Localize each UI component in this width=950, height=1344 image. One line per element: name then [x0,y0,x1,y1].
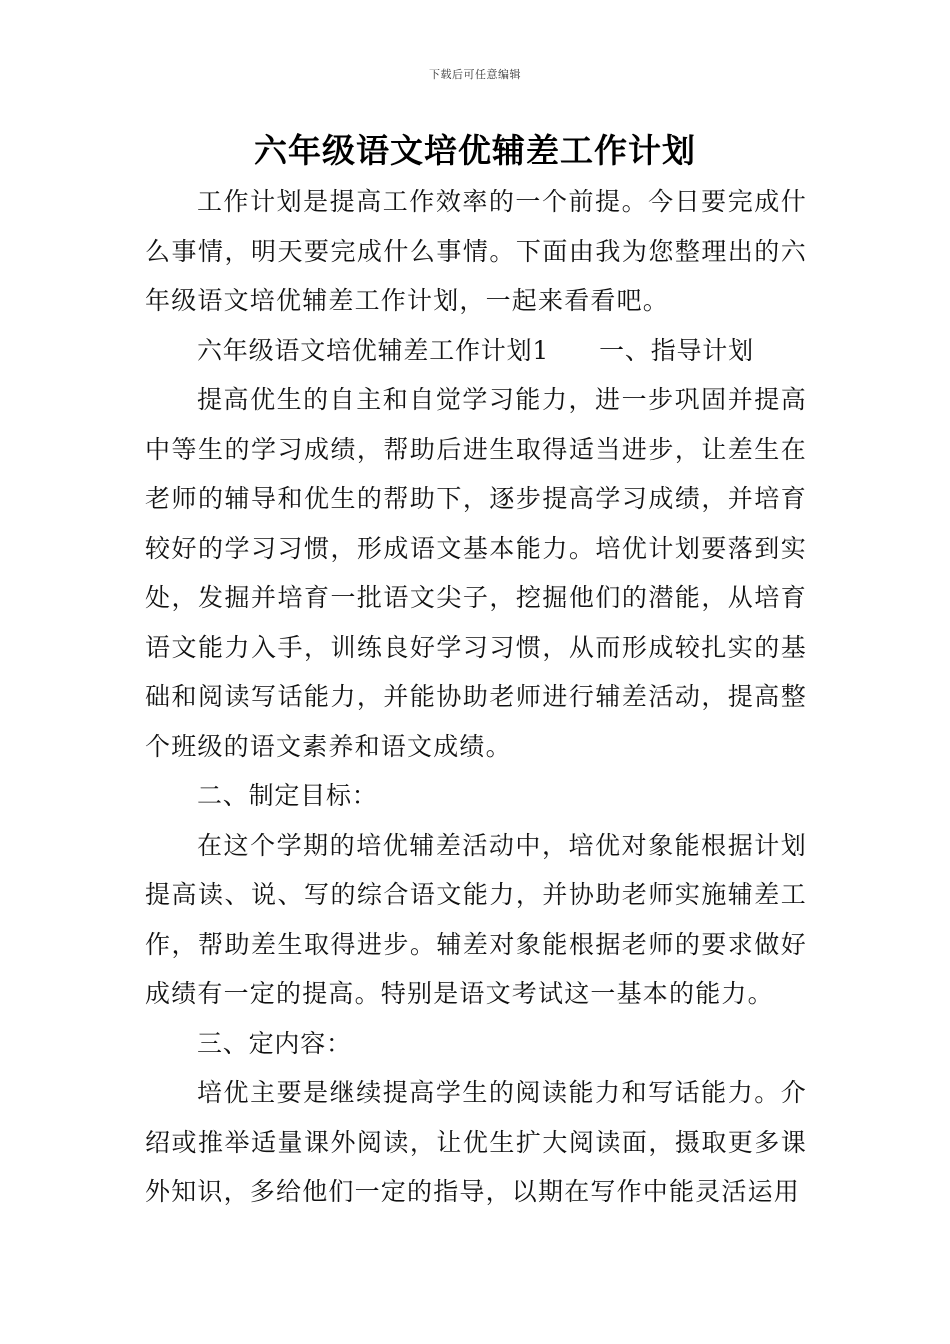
section1-heading: 一、指导计划 [599,335,754,365]
plan-heading: 六年级语文培优辅差工作计划1 [197,335,550,365]
section1-paragraph: 提高优生的自主和自觉学习能力，进一步巩固并提高中等生的学习成绩，帮助后进生取得适当进步，让差生在老师的辅导和优生的帮助下，逐步提高学习成绩，并培育较好的学习习惯，形成语文基本能力。培优计划要落到实处，发掘并培育一批语文尖子，挖掘他们的潜能，从培育语文能力入手，训练良好学习习惯，从而形成较扎实的基础和阅读写话能力，并能协助老师进行辅差活动，提高整个班级的语文素养和语文成绩。 [145,385,807,761]
section3-paragraph: 培优主要是继续提高学生的阅读能力和写话能力。介绍或推举适量课外阅读，让优生扩大阅读面，摄取更多课外知识，多给他们一定的指导，以期在写作中能灵活运用 [145,1078,807,1206]
section2-paragraph: 在这个学期的培优辅差活动中，培优对象能根据计划提高读、说、写的综合语文能力，并协助老师实施辅差工作，帮助差生取得进步。辅差对象能根据老师的要求做好成绩有一定的提高。特别是语文考试这一基本的能力。 [145,830,807,1008]
intro-paragraph: 工作计划是提高工作效率的一个前提。今日要完成什么事情，明天要完成什么事情。下面由我为您整理出的六年级语文培优辅差工作计划，一起来看看吧。 [145,187,807,315]
section3-heading: 三、定内容： [197,1028,352,1058]
section2-heading: 二、制定目标： [197,781,378,810]
document-body [145,177,807,1217]
document-title: 六年级语文培优辅差工作计划 [254,131,696,170]
header-note: 下载后可任意编辑 [429,68,521,81]
plan-heading-line [145,326,807,376]
